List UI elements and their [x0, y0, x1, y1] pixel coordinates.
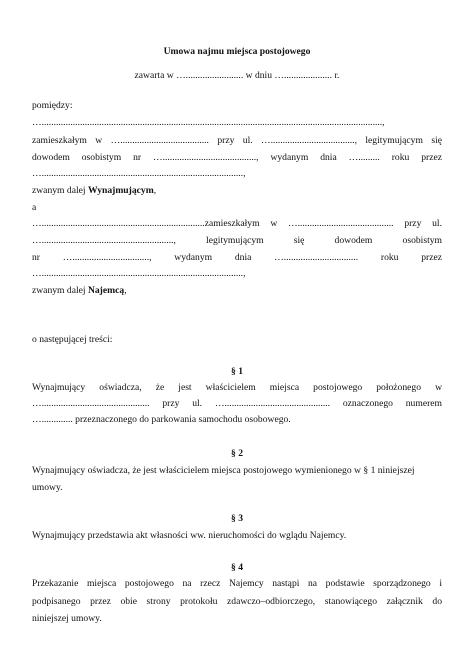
section1-heading: § 1 [231, 366, 243, 377]
landlord-designation: zwanym dalej Wynajmującym, [32, 185, 157, 196]
section4-line3: niniejszej umowy. [32, 613, 102, 624]
between-label: pomiędzy: [32, 100, 73, 111]
document-title: Umowa najmu miejsca postojowego [163, 46, 311, 57]
section2-line2: umowy. [32, 482, 63, 493]
party2-line3: nr …................................, wydanym dnia …............................... roku przez [32, 252, 442, 263]
section1-line1: Wynajmujący oświadcza, że jest właścicielem miejsca postojowego położonego w [32, 382, 442, 393]
section2-heading: § 2 [231, 448, 243, 459]
party2-line4: …...................................................................................., [32, 268, 246, 279]
party1-line3: dowodem osobistym nr …......................................., wydanym dnia …......... roku przez [32, 152, 442, 163]
section1-line2: …............................................. przy ul. …............................................ oznaczonego numerem [32, 398, 442, 409]
party1-line1: ….............................................................................................................................................., [32, 117, 385, 128]
section1-line3: …............. przeznaczonego do parkowania samochodu osobowego. [32, 414, 291, 425]
content-intro: o następującej treści: [32, 334, 113, 345]
section2-line1: Wynajmujący oświadcza, że jest właścicielem miejsca postojowego wymienionego w § 1 niniejszej [32, 465, 415, 476]
section3-heading: § 3 [231, 513, 243, 524]
tenant-name: Najemcą [87, 285, 125, 296]
party1-line2: zamieszkałym w …..................................... przy ul. …..................................., legitymującym się [32, 135, 442, 146]
party2-line2: …......................................................., legitymującym się dowodem osobistym [32, 235, 442, 246]
landlord-name: Wynajmującym [87, 185, 154, 196]
party1-line4: …...................................................................................., [32, 168, 246, 179]
section4-line2: podpisanego przez obie strony protokołu zdawczo–odbiorczego, stanowiącego załącznik do [32, 596, 442, 607]
section4-line1: Przekazanie miejsca postojowego na rzecz Najemcy nastąpi na podstawie sporządzonego i [32, 578, 442, 589]
section3-line1: Wynajmujący przedstawia akt własności ww. nieruchomości do wglądu Najemcy. [32, 530, 347, 541]
party2-line1: …....................................................................zamieszkałym w …........................................ przy ul. [32, 218, 442, 229]
and-label: a [32, 202, 37, 213]
section4-heading: § 4 [231, 562, 243, 573]
tenant-designation: zwanym dalej Najemcą, [32, 285, 127, 296]
document-subtitle: zawarta w …........................ w dniu ….................... r. [134, 70, 340, 81]
